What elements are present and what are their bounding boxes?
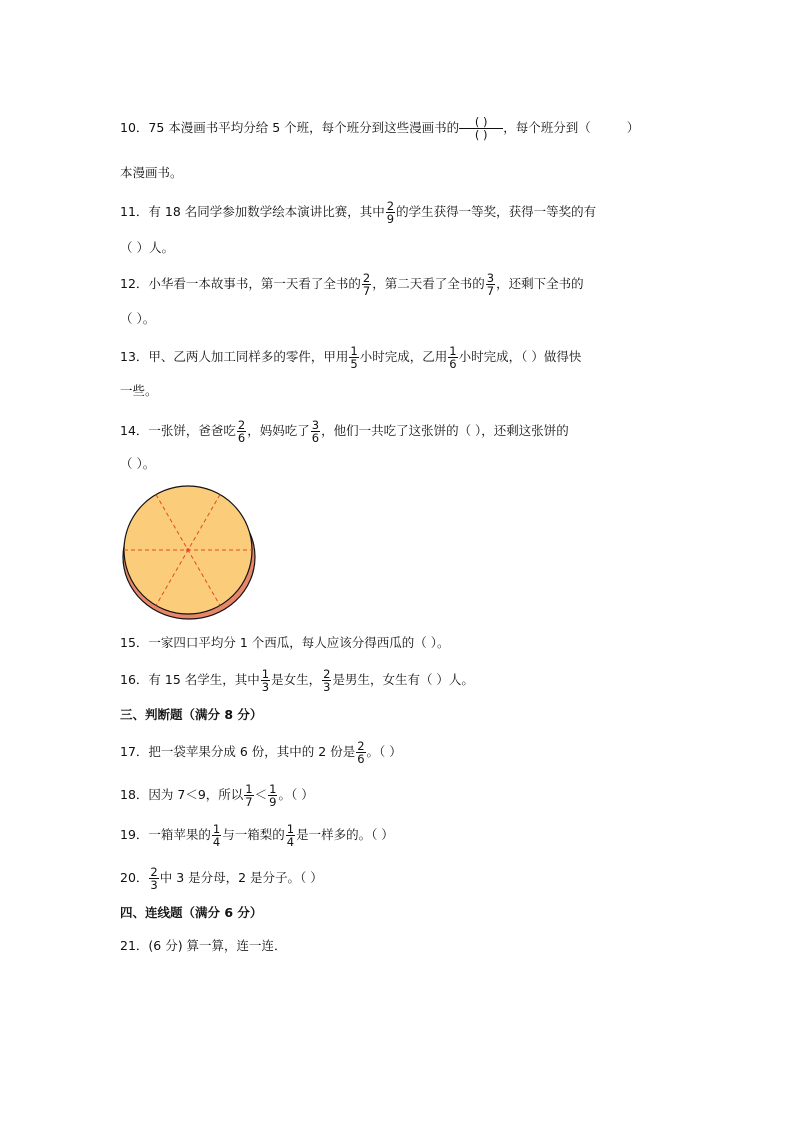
- section-heading-matching: 四、连线题（满分 6 分）: [120, 905, 263, 920]
- section-heading-judgement: 三、判断题（满分 8 分）: [120, 707, 263, 722]
- fraction: $\frac{2}{7}$: [362, 271, 371, 298]
- fraction: $\frac{1}{4}$: [212, 822, 221, 849]
- fraction: $\frac{2}{3}$: [150, 865, 158, 892]
- question-12-cont: （ ）。: [120, 311, 156, 326]
- fraction: $\frac{2}{3}$: [323, 667, 331, 694]
- question-15: 15．一家四口平均分 1 个西瓜，每人应该分得西瓜的（ ）。: [120, 635, 450, 650]
- pie-center-dot: [186, 548, 190, 552]
- question-10-cont: 本漫画书。: [120, 165, 183, 180]
- question-18: 18．因为 7＜9，所以 $\frac{1}{7}$ ＜ $\frac{1}{9}$ 。（ ）: [120, 782, 314, 809]
- fraction: $\frac{1}{4}$: [286, 822, 295, 849]
- blank-fraction: $\frac{( )}{( )}$: [460, 116, 502, 141]
- question-20: 20． $\frac{2}{3}$ 中 3 是分母，2 是分子。（ ）: [120, 865, 323, 892]
- fraction: $\frac{1}{5}$: [350, 344, 358, 371]
- question-12: 12．小华看一本故事书，第一天看了全书的 $\frac{2}{7}$ ，第二天看了全书的 $\frac{3}{7}$ ，还剩下全书的: [120, 271, 584, 298]
- fraction: $\frac{1}{6}$: [449, 344, 457, 371]
- fraction: $\frac{2}{6}$: [237, 418, 246, 445]
- question-11: 11．有 18 名同学参加数学绘本演讲比赛，其中 $\frac{2}{9}$ 的学生获得一等奖，获得一等奖的有: [120, 199, 597, 226]
- question-13-cont: 一些。: [120, 383, 158, 398]
- fraction: $\frac{2}{9}$: [386, 199, 395, 226]
- fraction: $\frac{3}{6}$: [311, 418, 320, 445]
- question-17: 17．把一袋苹果分成 6 份，其中的 2 份是 $\frac{2}{6}$ 。（ ）: [120, 739, 402, 766]
- question-19: 19．一箱苹果的 $\frac{1}{4}$ 与一箱梨的 $\frac{1}{4}$ 是一样多的。（ ）: [120, 822, 394, 849]
- pie-illustration: [120, 485, 260, 620]
- question-14: 14．一张饼，爸爸吃 $\frac{2}{6}$ ，妈妈吃了 $\frac{3}{6}$ ，他们一共吃了这张饼的（ ），还剩这张饼的: [120, 418, 569, 445]
- question-10: 10．75 本漫画书平均分给 5 个班，每个班分到这些漫画书的 $\frac{( )}{( )}$ ，每个班分到（ ）: [120, 115, 640, 142]
- question-16: 16．有 15 名学生，其中 $\frac{1}{3}$ 是女生， $\frac{2}{3}$ 是男生，女生有（ ）人。: [120, 667, 474, 694]
- fraction: $\frac{1}{3}$: [261, 667, 270, 694]
- question-13: 13．甲、乙两人加工同样多的零件，甲用 $\frac{1}{5}$ 小时完成，乙用 $\frac{1}{6}$ 小时完成，（ ）做得快: [120, 344, 582, 371]
- question-21: 21．(6 分) 算一算，连一连．: [120, 938, 287, 953]
- fraction: $\frac{3}{7}$: [486, 271, 495, 298]
- question-11-cont: （ ）人。: [120, 240, 174, 255]
- fraction: $\frac{2}{6}$: [357, 739, 365, 766]
- fraction: $\frac{1}{9}$: [269, 782, 277, 809]
- question-14-cont: （ ）。: [120, 456, 156, 471]
- fraction: $\frac{1}{7}$: [245, 782, 253, 809]
